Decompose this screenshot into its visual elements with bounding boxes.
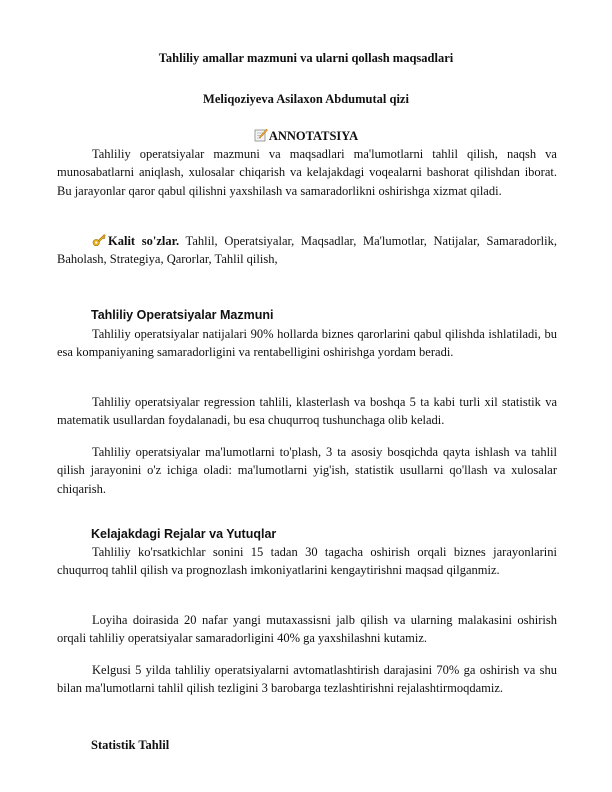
- keywords-paragraph: [57, 232, 557, 269]
- section-paragraph: Tahliliy operatsiyalar natijalari 90% hollarda biznes qarorlarini qabul qilishda ishlatiladi, bu esa kompaniyaning samaradorligini va rentabelligini oshirishga yordam beradi.: [57, 327, 557, 360]
- annotation-text: Tahliliy operatsiyalar mazmuni va maqsadlari ma'lumotlarni tahlil qilish, naqsh va munosabatlarni aniqlash, xulosalar chiqarish va kelajakdagi voqealarni bashorat qilishdan iborat. Bu jarayonlar qaror qabul qilishni yaxshilash va samaradorlikni oshirishga xizmat qiladi.: [57, 147, 557, 198]
- section-heading: Tahliliy Operatsiyalar Mazmuni: [91, 308, 274, 322]
- section-paragraph: Loyiha doirasida 20 nafar yangi mutaxassisni jalb qilish va ularning malakasini oshirish orqali tahliliy operatsiyalar samaradorligini 40% ga yaxshilashni kutamiz.: [57, 613, 557, 646]
- key-icon: [92, 233, 106, 247]
- section-paragraph: Tahliliy operatsiyalar ma'lumotlarni to'plash, 3 ta asosiy bosqichda qayta ishlash va tahlil qilish jarayonini o'z ichiga oladi: ma'lumotlarni yig'ish, statistik usullarni qo'llash va xulosalar chiqarish.: [57, 445, 557, 496]
- section-heading: Statistik Tahlil: [91, 738, 170, 752]
- annotation-heading: ANNOTATSIYA: [268, 129, 359, 143]
- document-title: Tahliliy amallar mazmuni va ularni qollash maqsadlari: [158, 51, 454, 65]
- author-name: Meliqoziyeva Asilaxon Abdumutal qizi: [203, 92, 409, 106]
- memo-icon: [254, 128, 268, 142]
- section-paragraph: Kelgusi 5 yilda tahliliy operatsiyalarni avtomatlashtirish darajasini 70% ga oshirish va shu bilan ma'lumotlarni tahlil qilish tezligini 3 barobarga tezlashtirishni rejalashtirmoqdamiz.: [57, 663, 557, 696]
- section-paragraph: Tahliliy operatsiyalar regression tahlili, klasterlash va boshqa 5 ta kabi turli xil statistik va matematik usullardan foydalanadi, bu esa chuqurroq tushunchaga olib keladi.: [57, 395, 557, 428]
- section-heading: Kelajakdagi Rejalar va Yutuqlar: [91, 527, 277, 541]
- section-paragraph: Tahliliy ko'rsatkichlar sonini 15 tadan 30 tagacha oshirish orqali biznes jarayonlarini chuqurroq tahlil qilish va prognozlash imkoniyatlarini kengaytirishni maqsad qilganmiz.: [57, 545, 557, 578]
- annotation-heading-row: [0, 128, 612, 144]
- keywords-text: Tahlil, Operatsiyalar, Maqsadlar, Ma'lumotlar, Natijalar, Samaradorlik, Baholash, Strategiya, Qarorlar, Tahlil qilish,: [57, 234, 557, 267]
- keywords-label: Kalit so'zlar.: [108, 234, 180, 248]
